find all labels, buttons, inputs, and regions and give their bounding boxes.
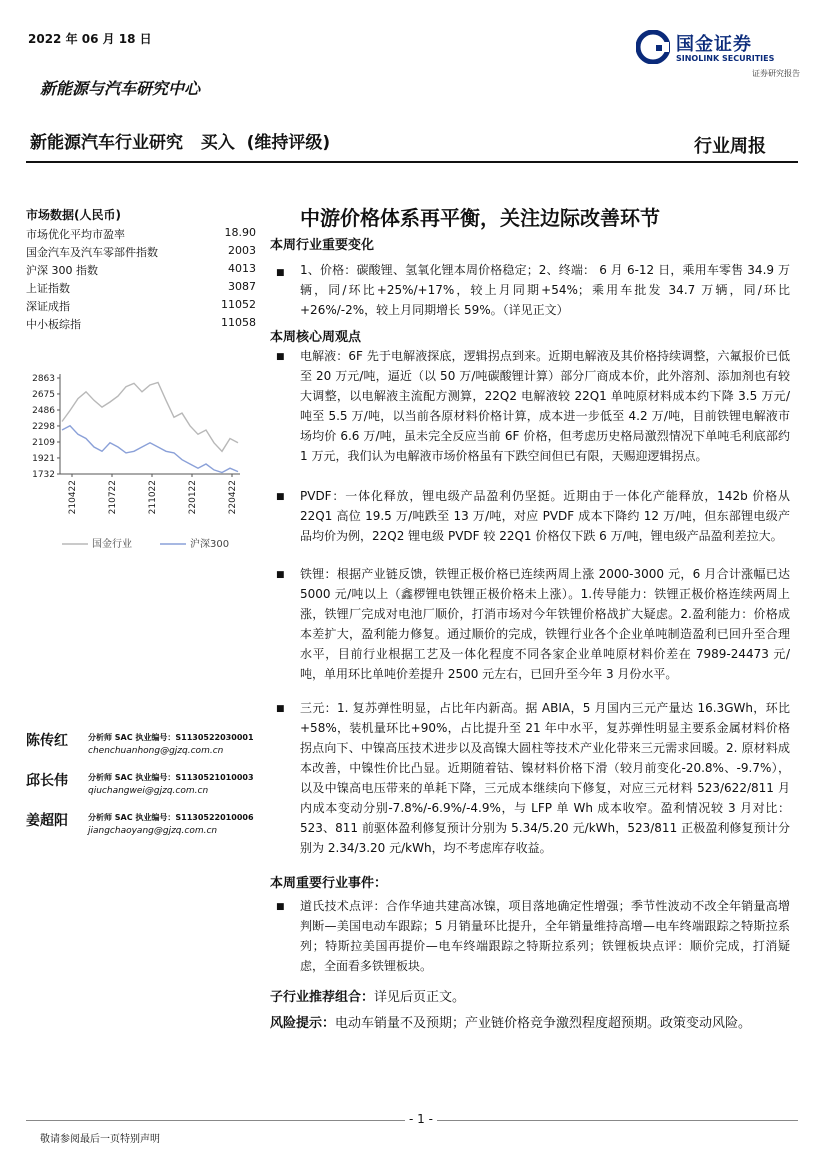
market-data-label: 深证成指 bbox=[26, 300, 70, 313]
market-data-label: 沪深 300 指数 bbox=[26, 264, 98, 277]
bullet-icon: ■ bbox=[276, 492, 285, 502]
x-tick-label: 220422 bbox=[228, 480, 238, 515]
market-data-value: 3087 bbox=[228, 280, 256, 293]
x-tick-label: 210422 bbox=[68, 480, 78, 515]
analyst-name: 邱长伟 bbox=[26, 773, 68, 789]
market-data-row bbox=[26, 244, 256, 260]
market-data-label: 市场优化平均市盈率 bbox=[26, 228, 125, 241]
bullet-icon: ■ bbox=[276, 570, 285, 580]
report-kind-label: 证券研究报告 bbox=[752, 69, 800, 78]
report-type: 行业周报 bbox=[694, 136, 766, 157]
analyst-name: 陈传红 bbox=[26, 733, 68, 749]
x-tick-label: 220122 bbox=[188, 480, 198, 515]
industry-rating-headline: 新能源汽车行业研究 买入 (维持评级) bbox=[30, 133, 331, 153]
report-title: 中游价格体系再平衡，关注边际改善环节 bbox=[300, 206, 660, 230]
bullet-icon: ■ bbox=[276, 268, 285, 278]
market-data-row bbox=[26, 280, 256, 296]
lfp-paragraph: 铁锂：根据产业链反馈，铁锂正极价格已连续两周上涨 2000-3000 元，6 月合计涨幅已达 5000 元/吨以上（鑫椤锂电铁锂正极价格未上涨）。1.传导能力：铁锂正极价格连续两周上涨，铁锂厂完成对电池厂顺价，打消市场对今年铁锂价格战扩大疑虑。2.盈利能力：价格成本差扩大，盈利能力修复。通过顺价的完成，铁锂行业各个企业单吨制造盈利已回升至合理水平，目前行业根据工艺及一体化程度不同各家企业单吨原材料价差在 7989-24473 元/吨，单用环比单吨价差提升 2500 元左右，已回升至今年 3 月份水平。 bbox=[300, 567, 790, 681]
electrolyte-paragraph: 电解液：6F 先于电解液探底，逻辑拐点到来。近期电解液及其价格持续调整，六氟报价已低至 20 万元/吨，逼近（以 50 万/吨碳酸锂计算）部分厂商成本价，此外溶剂、添加剂也有较大调整，以电解液主流配方测算，22Q2 电解液较 22Q1 单吨原材料成本约下降 3.5 万元/吨至 5.5 万/吨，以当前各原材料价格计算，成本进一步低至 4.2 万/吨，目前铁锂电解液市场均价 6.6 万/吨，虽未完全反应当前 6F 价格，但考虑历史格局激烈情况下单吨毛利底部约 1 万元，我们认为电解液市场价格虽有下跌空间但已有限，天赐迎逻辑拐点。 bbox=[300, 349, 790, 463]
bullet-icon: ■ bbox=[276, 902, 285, 912]
market-data-value: 11058 bbox=[221, 316, 256, 329]
risk-label: 风险提示： bbox=[270, 1016, 336, 1031]
market-data-row bbox=[26, 316, 256, 332]
analyst-license: 分析师 SAC 执业编号：S1130521010003 bbox=[88, 773, 254, 782]
market-data-label: 国金汽车及汽车零部件指数 bbox=[26, 246, 158, 259]
x-tick-label: 211022 bbox=[148, 480, 158, 515]
y-tick-label: 2298 bbox=[32, 421, 55, 432]
header-divider bbox=[26, 161, 798, 163]
market-data-row bbox=[26, 226, 256, 242]
section-heading-core-views: 本周核心周观点 bbox=[270, 330, 362, 345]
risk-line bbox=[270, 1014, 790, 1034]
legend-label: 沪深300 bbox=[190, 539, 230, 550]
logo-en-text: SINOLINK SECURITIES bbox=[676, 54, 775, 63]
pvdf-paragraph: PVDF：一体化释放，锂电级产品盈利仍坚挺。近期由于一体化产能释放，142b 价格从 22Q1 高位 19.5 万/吨跌至 13 万/吨，对应 PVDF 成本下降约 12 万/吨，但东部锂电级产品均价为例，22Q2 锂电级 PVDF 较 22Q1 价格仅下跌 6 万/吨，锂电级产品盈利差拉大。 bbox=[300, 489, 790, 543]
x-tick-label: 210722 bbox=[108, 480, 118, 515]
analyst-license: 分析师 SAC 执业编号：S1130522030001 bbox=[88, 733, 254, 742]
y-tick-label: 2675 bbox=[32, 389, 55, 400]
ternary-paragraph: 三元：1. 复苏弹性明显，占比年内新高。据 ABIA，5 月国内三元产量达 16.3GWh，环比+58%，装机量环比+90%，占比提升至 21 年中水平，复苏弹性明显主要系金属材料价格拐点向下、中镍高压技术进步以及高镍大圆柱等技术产业化带来三元需求回暖。2. 原材料成本改善，中镍性价比凸显。近期随着钴、镍材料价格下滑（较月前变化-20.8%、-9.7%），以及中镍高电压带来的单耗下降，三元成本继续向下修复，对应三元材料 523/622/811 月内成本变动分别-7.8%/-6.9%/-4.9%，与 LFP 单 Wh 成本收窄。盈利情况较 3 月对比：523、811 前驱体盈利修复预计分别为 5.34/5.20 元/kWh，523/811 正极盈利修复预计分别为 2.34/3.20 元/kWh，均不考虑库存收益。 bbox=[300, 701, 790, 855]
section-heading-weekly-changes: 本周行业重要变化 bbox=[270, 238, 375, 253]
market-data-label: 中小板综指 bbox=[26, 318, 81, 331]
report-date: 2022 年 06 月 18 日 bbox=[28, 32, 152, 46]
page-number: - 1 - bbox=[405, 1112, 437, 1126]
index-line-chart bbox=[26, 366, 256, 556]
y-tick-label: 2863 bbox=[32, 374, 55, 384]
recommendation-label: 子行业推荐组合： bbox=[270, 990, 375, 1005]
y-tick-label: 1732 bbox=[32, 470, 55, 480]
y-tick-label: 1921 bbox=[32, 453, 55, 464]
analyst-license: 分析师 SAC 执业编号：S1130522010006 bbox=[88, 813, 254, 822]
market-data-title: 市场数据(人民币) bbox=[26, 208, 121, 222]
logo-cn-text: 国金证券 bbox=[676, 34, 752, 55]
research-center: 新能源与汽车研究中心 bbox=[40, 79, 201, 98]
section-heading-events: 本周重要行业事件： bbox=[270, 876, 388, 891]
bullet-icon: ■ bbox=[276, 704, 285, 714]
recommendation-line bbox=[270, 986, 465, 1005]
weekly-changes-text: 1、价格：碳酸锂、氢氧化锂本周价格稳定；2、终端： 6 月 6-12 日，乘用车零售 34.9 万辆，同/环比+25%/+17%，较上月同期+54%；乘用车批发 34.7 万辆，同/环比+26%/-2%，较上月同期增长 59%。（详见正文） bbox=[300, 263, 790, 317]
y-tick-label: 2109 bbox=[32, 438, 55, 448]
recommendation-text: 详见后页正文。 bbox=[374, 990, 466, 1005]
market-data-row bbox=[26, 298, 256, 314]
disclaimer-note: 敬请参阅最后一页特别声明 bbox=[40, 1134, 160, 1145]
analyst-name: 姜超阳 bbox=[26, 813, 68, 829]
market-data-value: 11052 bbox=[221, 298, 256, 311]
events-paragraph: 道氏技术点评：合作华迪共建高冰镍，项目落地确定性增强；季节性波动不改全年销量高增判断—美国电动车跟踪；5 月销量环比提升，全年销量维持高增—电车终端跟踪之特斯拉系列；特斯拉美国再提价—电车终端跟踪之特斯拉系列；铁锂板块点评：顺价完成，打消疑虑，全面看多铁锂板块。 bbox=[300, 899, 790, 973]
analyst-email[interactable]: chenchuanhong@gjzq.com.cn bbox=[88, 746, 224, 756]
analyst-email[interactable]: jiangchaoyang@gjzq.com.cn bbox=[88, 826, 218, 836]
market-data-value: 4013 bbox=[228, 262, 256, 275]
bullet-icon: ■ bbox=[276, 352, 285, 362]
sinolink-logo-icon bbox=[636, 30, 670, 64]
series-line bbox=[62, 426, 238, 473]
analyst-email[interactable]: qiuchangwei@gjzq.com.cn bbox=[88, 786, 209, 796]
market-data-value: 18.90 bbox=[224, 226, 256, 239]
legend-label: 国金行业 bbox=[92, 539, 132, 550]
market-data-value: 2003 bbox=[228, 244, 256, 257]
market-data-label: 上证指数 bbox=[26, 282, 70, 295]
risk-text: 电动车销量不及预期；产业链价格竞争激烈程度超预期。政策变动风险。 bbox=[335, 1016, 752, 1031]
y-tick-label: 2486 bbox=[32, 406, 55, 416]
market-data-row bbox=[26, 262, 256, 278]
